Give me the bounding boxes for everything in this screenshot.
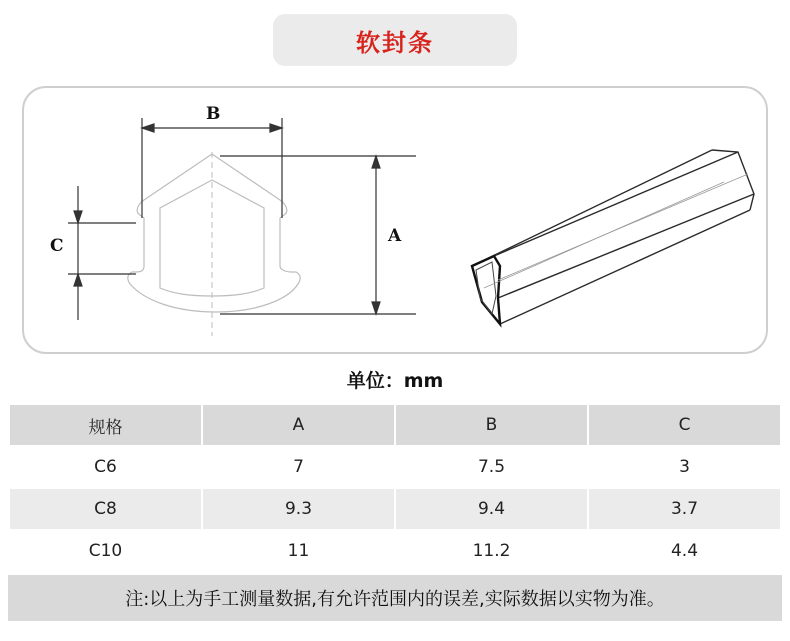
header-cell-spec: 规格 — [9, 404, 202, 446]
table-cell: 9.4 — [395, 488, 588, 530]
spec-table — [8, 403, 782, 573]
table-cell: C6 — [9, 446, 202, 488]
table-cell: 11 — [202, 530, 395, 572]
table-cell: 11.2 — [395, 530, 588, 572]
table-cell: 7 — [202, 446, 395, 488]
dimension-c — [68, 186, 136, 320]
label-b: B — [206, 104, 221, 124]
table-cell: 9.3 — [202, 488, 395, 530]
page-title: 软封条 — [356, 28, 434, 57]
label-a: A — [388, 226, 402, 246]
unit-label: 单位：mm — [346, 370, 444, 392]
table-cell: 3 — [588, 446, 781, 488]
header-cell-c: C — [588, 404, 781, 446]
table-header-row — [9, 404, 781, 446]
diagram-panel — [22, 86, 768, 354]
profile-drawing — [24, 88, 768, 354]
table-cell: 4.4 — [588, 530, 781, 572]
table-cell: C8 — [9, 488, 202, 530]
note-bar — [8, 575, 782, 621]
cross-section — [128, 154, 300, 312]
table-cell: C10 — [9, 530, 202, 572]
table-row — [9, 488, 781, 530]
label-c: C — [50, 236, 64, 256]
table-row — [9, 530, 781, 572]
strip-3d-view — [472, 150, 754, 324]
table-cell: 3.7 — [588, 488, 781, 530]
header-cell-b: B — [395, 404, 588, 446]
header-cell-a: A — [202, 404, 395, 446]
table-row — [9, 446, 781, 488]
title-banner — [273, 14, 517, 66]
note-text: 注:以上为手工测量数据,有允许范围内的误差,实际数据以实物为准。 — [125, 589, 665, 610]
table-cell: 7.5 — [395, 446, 588, 488]
